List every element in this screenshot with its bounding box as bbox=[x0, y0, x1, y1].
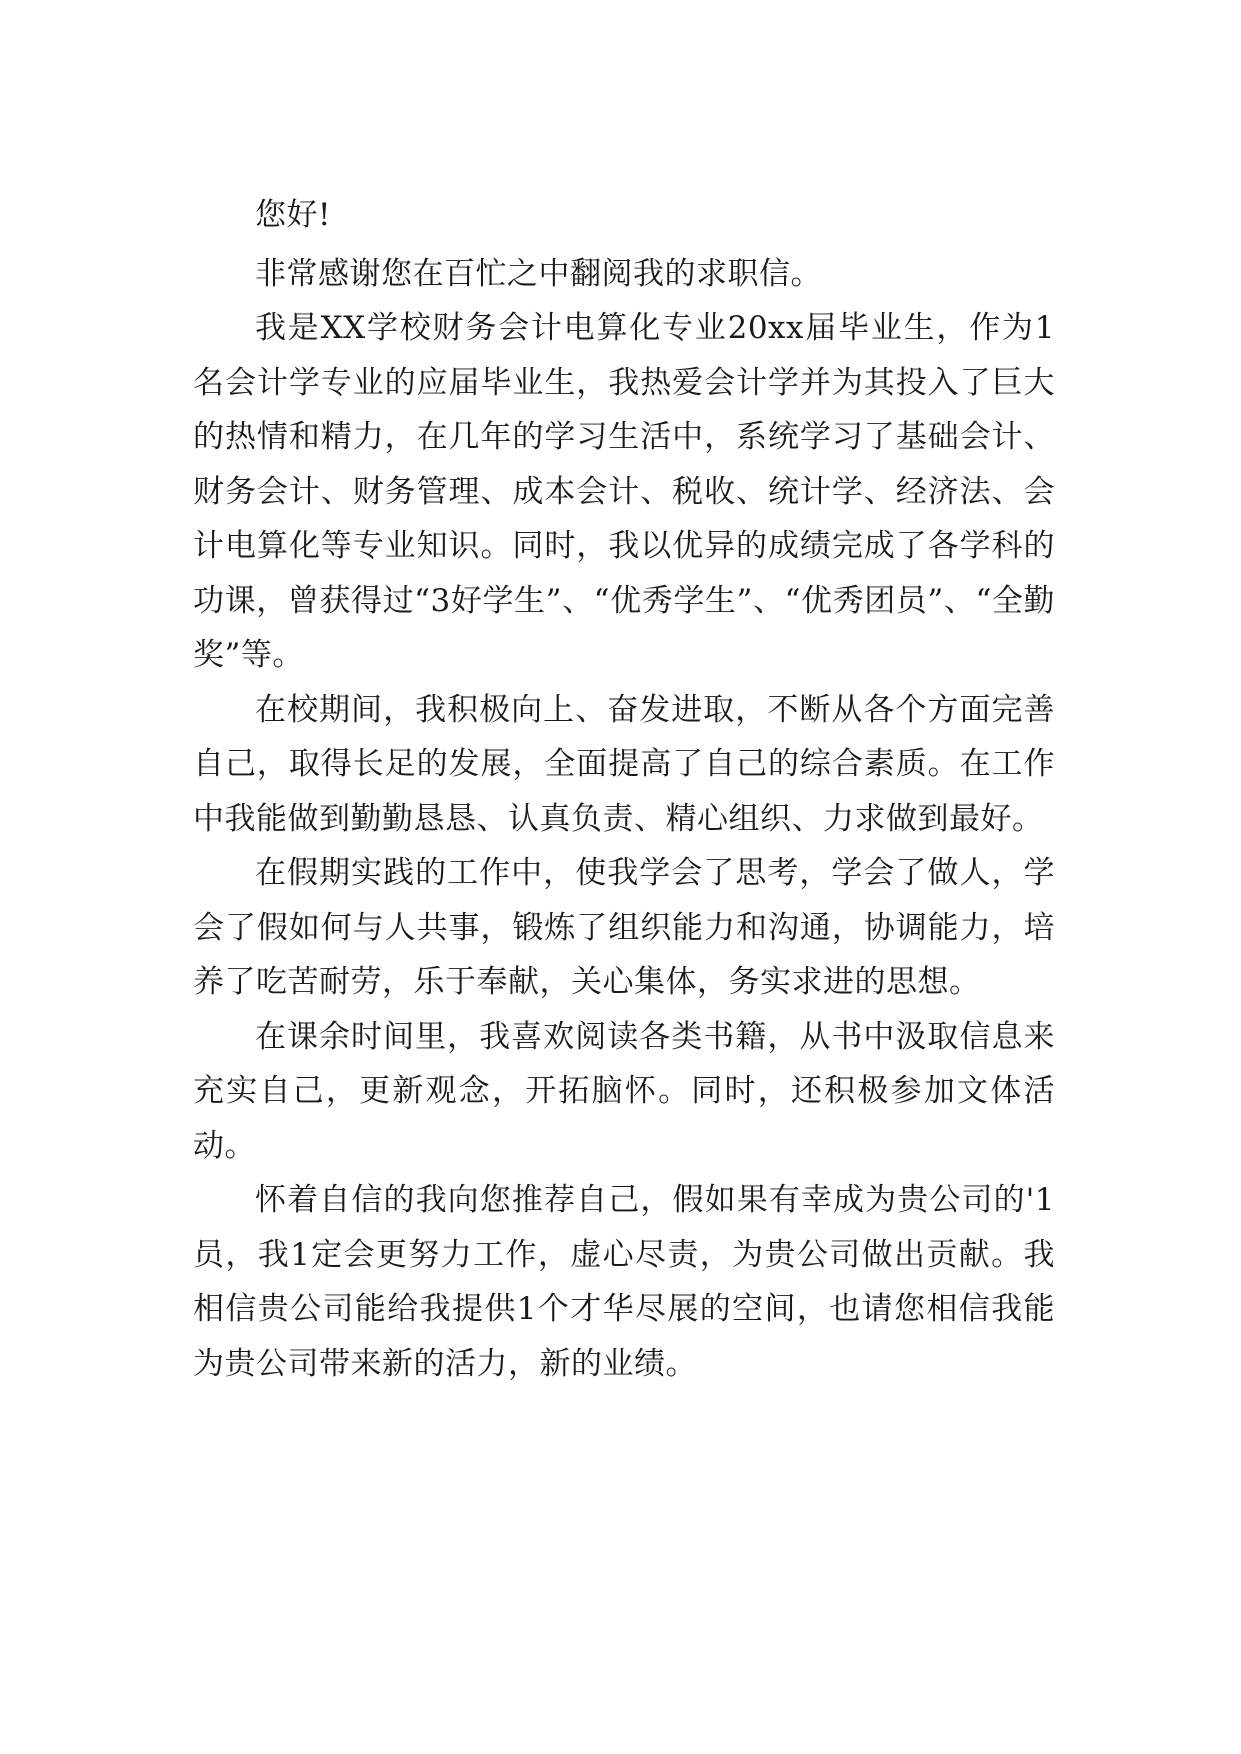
paragraph-closing: 怀着自信的我向您推荐自己，假如果有幸成为贵公司的'1员，我1定会更努力工作，虚心尽责，为贵公司做出贡献。我相信贵公司能给我提供1个才华尽展的空间，也请您相信我能为贵公司带来新的活力，新的业绩。 bbox=[193, 1182, 1055, 1382]
paragraph-practice: 在假期实践的工作中，使我学会了思考，学会了做人，学会了假如何与人共事，锻炼了组织能力和沟通，协调能力，培养了吃苦耐劳，乐于奉献，关心集体，务实求进的思想。 bbox=[193, 855, 1055, 1000]
paragraph-education: 我是XX学校财务会计电算化专业20xx届毕业生，作为1名会计学专业的应届毕业生，我热爱会计学并为其投入了巨大的热情和精力，在几年的学习生活中，系统学习了基础会计、财务会计、财务管理、成本会计、税收、统计学、经济法、会计电算化等专业知识。同时，我以优异的成绩完成了各学科的功课，曾获得过“3好学生”、“优秀学生”、“优秀团员”、“全勤奖”等。 bbox=[193, 310, 1055, 673]
paragraph-thanks: 非常感谢您在百忙之中翻阅我的求职信。 bbox=[255, 255, 822, 292]
greeting: 您好! bbox=[255, 197, 331, 233]
paragraph-school-period: 在校期间，我积极向上、奋发进取，不断从各个方面完善自己，取得长足的发展，全面提高了自己的综合素质。在工作中我能做到勤勤恳恳、认真负责、精心组织、力求做到最好。 bbox=[193, 691, 1055, 837]
paragraph-spare-time: 在课余时间里，我喜欢阅读各类书籍，从书中汲取信息来充实自己，更新观念，开拓脑怀。同时，还积极参加文体活动。 bbox=[193, 1018, 1055, 1164]
cover-letter-body bbox=[193, 188, 1055, 1391]
